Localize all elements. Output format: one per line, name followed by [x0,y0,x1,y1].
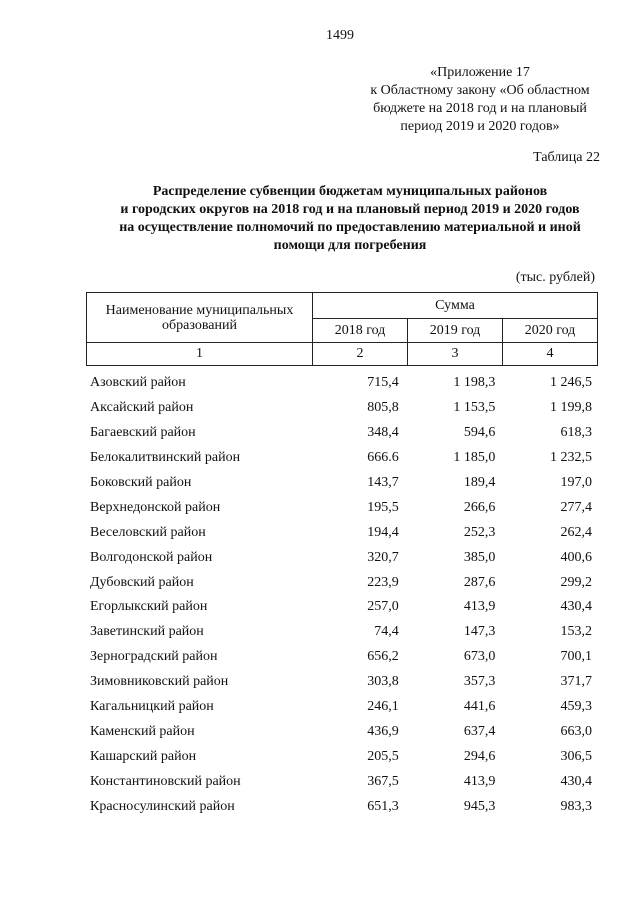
value-2020: 197,0 [560,475,592,490]
column-number: 1 [87,343,313,366]
value-2019: 252,3 [463,524,496,540]
value-2019: 945,3 [463,798,496,814]
table-row [86,645,598,670]
value-2018: 303,8 [367,674,399,690]
district-name: Кашарский район [90,748,197,764]
value-2019: 1 198,3 [453,375,496,391]
appendix-note [360,64,600,136]
page-number: 1499 [326,28,354,43]
header-sum: Сумма [313,293,598,319]
value-2018: 205,5 [367,748,399,764]
table-row [86,421,598,446]
district-name: Азовский район [90,375,186,391]
value-2019: 294,6 [463,748,496,764]
value-2020: 299,2 [560,574,592,590]
header-year-2019: 2019 год [408,319,503,343]
column-number: 2 [313,343,408,366]
table-number: Таблица 22 [533,150,600,165]
value-2019: 673,0 [463,649,496,665]
value-2018: 223,9 [367,574,399,590]
district-name: Каменский район [90,723,195,739]
value-2020: 1 199,8 [550,400,592,416]
value-2018: 367,5 [367,773,399,789]
district-name: Зимовниковский район [90,674,229,690]
value-2018: 320,7 [367,549,399,565]
value-2020: 400,6 [560,549,592,565]
value-2019: 413,9 [463,599,496,615]
units-label: (тыс. рублей) [515,270,595,285]
value-2020: 430,4 [560,773,592,789]
value-2018: 666.6 [367,450,399,466]
data-table [86,371,598,819]
header-year-2018: 2018 год [313,319,408,343]
district-name: Заветинский район [90,624,204,640]
value-2019: 189,4 [463,475,496,490]
district-name: Волгодонской район [90,549,213,565]
appendix-line: бюджете на 2018 год и на плановый [373,101,587,116]
value-2020: 262,4 [560,524,592,540]
value-2018: 246,1 [367,699,399,715]
value-2020: 277,4 [560,499,592,515]
table-row [86,371,598,396]
value-2019: 1 185,0 [453,450,496,466]
value-2020: 983,3 [560,798,592,814]
table-row [86,446,598,471]
header-year-2020: 2020 год [503,319,598,343]
value-2019: 1 153,5 [453,400,496,416]
column-number: 4 [503,343,598,366]
column-number: 3 [408,343,503,366]
district-name: Багаевский район [90,425,196,441]
value-2020: 618,3 [560,425,592,441]
table-row [86,695,598,720]
value-2018: 805,8 [367,400,399,416]
title-line: и городских округов на 2018 год и на плановый период 2019 и 2020 годов [120,202,580,217]
district-name: Константиновский район [90,773,241,789]
table-row [86,595,598,620]
district-name: Зерноградский район [90,649,218,665]
table-row [86,495,598,520]
value-2019: 357,3 [463,674,496,690]
value-2018: 656,2 [367,649,399,665]
table-row [86,545,598,570]
appendix-line: период 2019 и 2020 годов» [400,119,560,134]
value-2020: 306,5 [560,748,592,764]
table-row [86,744,598,769]
value-2018: 348,4 [367,425,399,441]
table-row [86,620,598,645]
table-row [86,769,598,794]
value-2020: 1 232,5 [550,450,592,466]
title-line: помощи для погребения [273,238,427,253]
value-2018: 194,4 [367,524,399,540]
value-2018: 143,7 [367,475,399,490]
appendix-line: к Областному закону «Об областном [370,83,590,98]
value-2020: 700,1 [560,649,592,665]
table-header [86,292,598,366]
district-name: Аксайский район [90,400,194,416]
value-2020: 430,4 [560,599,592,615]
value-2019: 287,6 [463,574,496,590]
district-name: Красносулинский район [90,798,235,814]
value-2018: 436,9 [367,723,399,739]
value-2018: 715,4 [367,375,399,391]
district-name: Егорлыкский район [90,599,208,615]
title-line: на осуществление полномочий по предоставлению материальной и иной [119,220,581,235]
value-2018: 195,5 [367,499,399,515]
value-2020: 663,0 [560,723,592,739]
district-name: Кагальницкий район [90,699,214,715]
value-2019: 266,6 [463,499,496,515]
district-name: Веселовский район [90,524,206,540]
value-2019: 413,9 [463,773,496,789]
district-name: Боковский район [90,475,192,490]
district-name: Белокалитвинский район [90,450,241,466]
table-row [86,794,598,819]
value-2019: 637,4 [463,723,496,739]
value-2020: 1 246,5 [550,375,592,391]
district-name: Дубовский район [90,574,194,590]
value-2019: 147,3 [463,624,496,640]
table-row [86,396,598,421]
value-2019: 385,0 [463,549,496,565]
title-line: Распределение субвенции бюджетам муниципальных районов [152,184,548,199]
value-2019: 441,6 [463,699,496,715]
table-row [86,520,598,545]
header-name: Наименование муниципальных образований [87,293,313,343]
value-2019: 594,6 [463,425,496,441]
value-2020: 459,3 [560,699,592,715]
value-2020: 153,2 [560,624,592,640]
district-name: Верхнедонской район [90,499,221,515]
appendix-line: «Приложение 17 [430,65,530,80]
value-2018: 257,0 [367,599,399,615]
value-2018: 651,3 [367,798,399,814]
table-row [86,570,598,595]
table-row [86,719,598,744]
document-title [70,183,630,255]
table-row [86,471,598,496]
value-2020: 371,7 [560,674,592,690]
table-row [86,670,598,695]
value-2018: 74,4 [374,624,399,640]
